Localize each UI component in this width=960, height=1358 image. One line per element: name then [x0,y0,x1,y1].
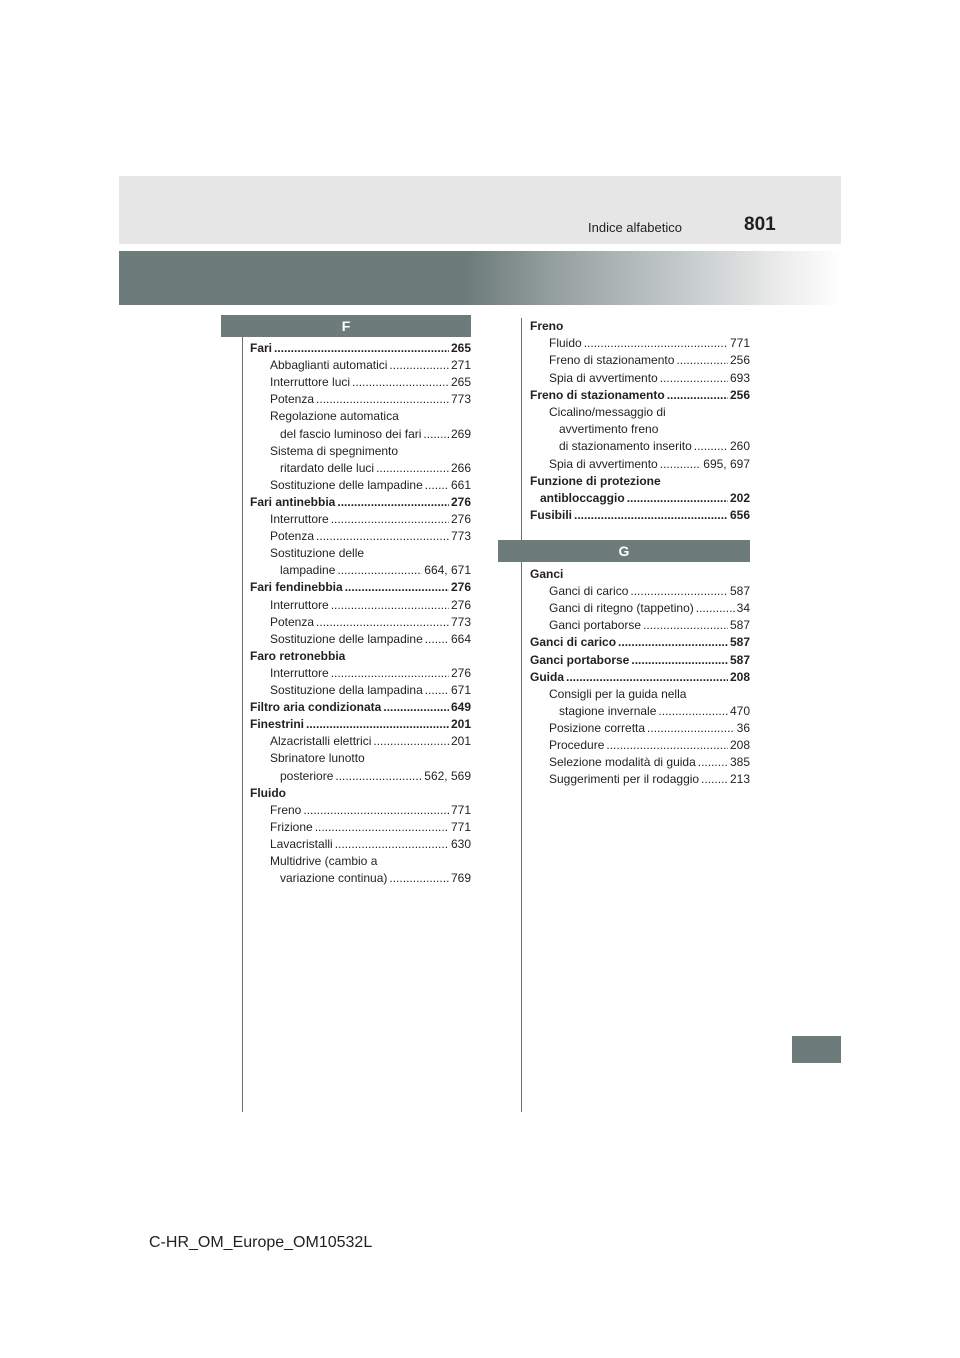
index-entry [270,734,471,748]
section-header-g: G [498,540,750,562]
dot-leader [335,837,449,851]
index-entry-page: 202 [729,491,750,505]
index-entry: Freno [530,319,564,333]
index-entry-page: 208 [729,738,750,752]
index-entry-page: 695, 697 [703,456,750,471]
dot-leader [316,529,449,543]
index-entry-label: Procedure [549,738,605,752]
index-entry-label: Fluido [549,336,582,351]
index-entry [530,653,750,667]
index-entry-page: 256 [729,387,750,402]
section-header-f: F [221,315,471,337]
dot-leader [694,439,728,453]
index-entry-label: ritardato delle luci [280,460,375,475]
index-entry-page: 693 [729,370,750,385]
index-entry-page: 630 [450,836,471,851]
index-entry-page: 201 [450,717,471,732]
index-entry: Funzione di protezione [530,473,661,488]
index-entry-label: Ganci di carico [549,584,629,599]
index-entry-page: 265 [450,375,471,390]
page-number: 801 [744,214,776,235]
index-entry-label: Freno di stazionamento [530,387,665,402]
dot-leader [425,478,449,492]
index-entry-label: Guida [530,669,565,684]
index-entry-page: 773 [450,392,471,407]
index-entry-page: 771 [450,819,471,834]
index-entry [549,618,750,632]
index-entry [530,508,750,522]
index-entry [530,388,750,402]
index-entry [549,721,750,735]
index-entry-page: 276 [450,665,471,680]
index-entry [549,601,750,615]
dot-leader [584,336,728,350]
index-entry-page: 470 [729,703,750,718]
index-entry-label: Fari fendinebbia [250,580,343,595]
index-entry-label: Sostituzione delle lampadine [270,631,423,646]
index-entry [270,512,471,526]
index-entry [270,820,471,834]
index-entry-label: Ganci portaborse [530,652,630,667]
index-entry-page: 201 [450,734,471,749]
index-entry-label: Suggerimenti per il rodaggio [549,772,700,787]
index-entry [559,704,750,718]
index-entry-label: Fari [250,341,273,355]
index-entry [250,717,471,731]
index-entry [250,341,471,355]
index-entry-label: Fari antinebbia [250,494,336,509]
index-entry [250,495,471,509]
dot-leader [660,371,728,385]
index-entry [549,755,750,769]
index-entry [559,439,750,453]
dot-leader [660,457,702,471]
dot-leader [676,353,728,367]
index-entry-label: Selezione modalità di guida [549,755,696,770]
index-entry-label: Potenza [270,614,315,629]
dot-leader [627,491,728,505]
column-divider-left [242,318,243,1112]
dot-leader [667,388,728,402]
index-entry: Faro retronebbia [250,648,346,663]
index-entry-label: Ganci portaborse [549,618,642,633]
index-entry [270,632,471,646]
dot-leader [643,618,728,632]
index-entry-page: 260 [729,439,750,454]
index-entry-label: Interruttore [270,597,329,612]
dot-leader [337,563,422,577]
index-entry-label: Potenza [270,392,315,407]
index-entry-label: posteriore [280,768,334,783]
index-entry [280,769,471,783]
index-entry-page: 208 [729,669,750,684]
dot-leader [389,358,449,372]
index-entry-page: 276 [450,597,471,612]
index-entry-page: 769 [450,871,471,886]
index-entry-page: 771 [729,336,750,351]
index-entry-page: 276 [450,512,471,526]
index-entry [270,666,471,680]
dot-leader [331,598,449,612]
index-entry: Fluido [250,785,286,800]
index-entry-label: antibloccaggio [540,491,625,505]
index-entry: Consigli per la guida nella [549,686,687,701]
dot-leader [696,601,735,615]
index-entry-page: 773 [450,614,471,629]
index-entry-label: Spia di avvertimento [549,456,658,471]
index-entry-page: 661 [450,477,471,492]
dot-leader [352,375,449,389]
index-entry: avvertimento freno [559,422,659,437]
index-entry-label: Interruttore luci [270,375,351,390]
index-entry-page: 36 [736,720,750,735]
index-entry-page: 269 [450,426,471,441]
index-entry [549,584,750,598]
index-entry-label: Interruttore [270,512,329,526]
index-entry [270,392,471,406]
index-entry-page: 276 [450,494,471,509]
dot-leader [425,632,449,646]
dot-leader [331,666,449,680]
index-entry [549,772,750,786]
index-entry-label: Finestrini [250,717,305,732]
index-entry-page: 271 [450,358,471,373]
index-entry-page: 385 [729,755,750,770]
index-entry [549,371,750,385]
index-entry-label: Fusibili [530,508,572,523]
index-entry-label: Sostituzione delle lampadine [270,477,423,492]
index-entry [540,491,750,505]
index-entry [549,336,750,350]
dot-leader [423,427,449,441]
index-entry-label: Freno [270,802,302,817]
index-entry-label: di stazionamento inserito [559,439,692,454]
dot-leader [618,635,728,649]
dot-leader [647,721,735,735]
dot-leader [566,670,728,684]
index-entry-label: Lavacristalli [270,836,333,851]
decorative-gradient-band [119,251,841,305]
index-entry-label: Filtro aria condizionata [250,700,382,715]
chapter-tab [792,1036,841,1063]
index-entry-label: lampadine [280,563,336,578]
index-entry-label: Sostituzione della lampadina [270,683,423,697]
index-entry [270,358,471,372]
index-entry-page: 213 [729,772,750,787]
index-entry-page: 34 [736,601,750,616]
index-entry: Regolazione automatica [270,409,399,424]
index-entry [270,598,471,612]
index-entry [530,670,750,684]
dot-leader [345,580,449,594]
dot-leader [303,803,449,817]
header-band [119,176,841,244]
index-entry-page: 664 [450,631,471,646]
index-entry [270,529,471,543]
index-entry-label: Ganci di ritegno (tappetino) [549,601,694,616]
index-entry [530,635,750,649]
index-entry [250,700,471,714]
dot-leader [315,820,449,834]
dot-leader [373,734,449,748]
index-entry-page: 773 [450,529,471,544]
column-divider-middle [521,318,522,1112]
index-entry: Sostituzione delle [270,546,365,561]
index-entry [280,871,471,885]
index-entry [549,738,750,752]
index-entry [270,375,471,389]
index-entry [270,837,471,851]
dot-leader [701,772,728,786]
index-entry: Sbrinatore lunotto [270,751,365,766]
dot-leader [335,769,422,783]
dot-leader [306,717,449,731]
index-entry-page: 664, 671 [424,563,471,578]
index-entry [549,353,750,367]
index-entry-page: 276 [450,580,471,595]
index-entry-page: 671 [450,683,471,697]
index-entry [250,580,471,594]
index-entry [280,461,471,475]
index-entry: Multidrive (cambio a [270,854,378,868]
index-entry-page: 649 [450,700,471,715]
index-entry-page: 256 [729,353,750,368]
index-entry-label: Freno di stazionamento [549,353,675,368]
dot-leader [658,704,728,718]
index-entry-page: 771 [450,802,471,817]
index-entry: Cicalino/messaggio di [549,405,666,419]
index-entry-label: stagione invernale [559,703,657,718]
dot-leader [331,512,449,526]
index-entry-label: Abbaglianti automatici [270,358,388,373]
index-entry: Sistema di spegnimento [270,443,399,458]
index-entry-label: Ganci di carico [530,635,617,650]
section-title: Indice alfabetico [588,220,682,235]
index-entry-page: 656 [729,508,750,523]
dot-leader [631,653,728,667]
dot-leader [316,615,449,629]
index-entry: Ganci [530,567,564,581]
index-entry [280,563,471,577]
index-entry-label: Interruttore [270,665,329,680]
document-id: C-HR_OM_Europe_OM10532L [149,1234,373,1251]
dot-leader [574,508,728,522]
index-entry [280,427,471,441]
index-entry-label: variazione continua) [280,871,388,886]
index-entry [549,457,750,471]
dot-leader [389,871,449,885]
dot-leader [425,683,449,697]
index-entry [270,803,471,817]
dot-leader [383,700,449,714]
index-entry-label: Spia di avvertimento [549,370,658,385]
dot-leader [630,584,728,598]
dot-leader [698,755,728,769]
dot-leader [337,495,449,509]
dot-leader [606,738,728,752]
dot-leader [316,392,449,406]
index-entry-label: Alzacristalli elettrici [270,734,372,749]
index-entry-page: 587 [729,635,750,650]
index-entry-page: 562, 569 [424,768,471,783]
index-entry-page: 266 [450,460,471,475]
index-entry-label: Potenza [270,529,315,544]
dot-leader [274,341,449,355]
index-entry [270,478,471,492]
index-entry-label: del fascio luminoso dei fari [280,426,422,441]
dot-leader [376,461,449,475]
index-entry-page: 587 [729,652,750,667]
index-entry-page: 587 [729,584,750,599]
index-entry-label: Frizione [270,819,313,834]
index-entry [270,683,471,697]
index-entry [270,615,471,629]
index-entry-page: 265 [450,341,471,355]
index-entry-page: 587 [729,618,750,633]
index-entry-label: Posizione corretta [549,720,646,735]
